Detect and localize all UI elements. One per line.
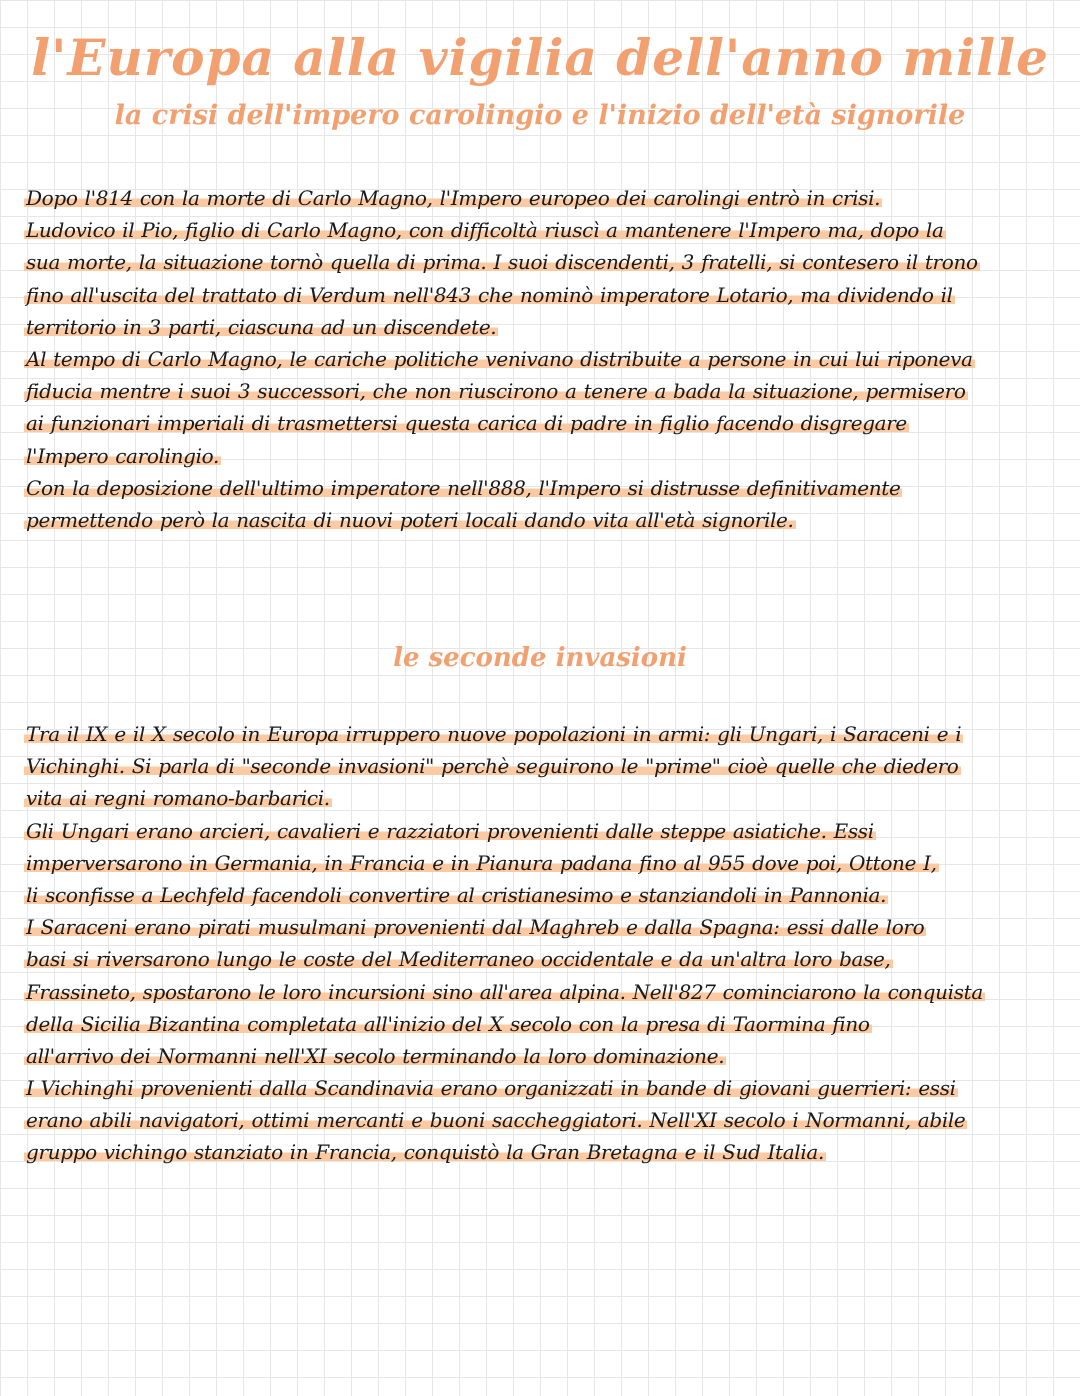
text-line [24,718,1054,750]
section-heading: le seconde invasioni [393,643,687,673]
highlighted-text: erano abili navigatori, ottimi mercanti e buoni saccheggiatori. Nell'XI secolo i Normanni, abile [26,1108,966,1133]
text-line [24,1040,1054,1072]
text-line [24,279,1054,311]
highlighted-text: della Sicilia Bizantina completata all'inizio del X secolo con la presa di Taormina fino [26,1011,870,1036]
highlighted-text: li sconfisse a Lechfeld facendoli convertire al cristianesimo e stanziandoli in Pannonia. [26,882,887,907]
text-line [24,1104,1054,1136]
page-subtitle: la crisi dell'impero carolingio e l'inizio dell'età signorile [114,100,966,131]
text-line [24,879,1054,911]
highlighted-text: Ludovico il Pio, figlio di Carlo Magno, con difficoltà riuscì a mantenere l'Impero ma, dopo la [26,218,944,243]
highlighted-text: Con la deposizione dell'ultimo imperatore nell'888, l'Impero si distrusse definitivamente [26,475,901,500]
highlighted-text: fiducia mentre i suoi 3 successori, che non riuscirono a tenere a bada la situazione, permisero [26,379,966,404]
section-second-invasions [24,718,1054,1169]
highlighted-text: permettendo però la nascita di nuovi poteri locali dando vita all'età signorile. [26,507,794,532]
text-line [24,847,1054,879]
page-title: l'Europa alla vigilia dell'anno mille [31,28,1049,87]
text-line [24,782,1054,814]
text-line [24,911,1054,943]
text-line [24,472,1054,504]
text-line [24,1072,1054,1104]
highlighted-text: imperversarono in Germania, in Francia e in Pianura padana fino al 955 dove poi, Ottone I, [26,850,937,875]
text-line [24,1008,1054,1040]
highlighted-text: sua morte, la situazione tornò quella di prima. I suoi discendenti, 3 fratelli, si contesero il trono [26,250,978,275]
highlighted-text: basi si riversarono lungo le coste del Mediterraneo occidentale e da un'altra loro base, [26,947,891,972]
highlighted-text: Frassineto, spostarono le loro incursioni sino all'area alpina. Nell'827 cominciarono la conquista [26,979,983,1004]
highlighted-text: l'Impero carolingio. [26,443,220,468]
text-line [24,311,1054,343]
text-line [24,375,1054,407]
text-line [24,440,1054,472]
highlighted-text: gruppo vichingo stanziato in Francia, conquistò la Gran Bretagna e il Sud Italia. [26,1140,824,1165]
text-line [24,182,1054,214]
text-line [24,246,1054,278]
highlighted-text: I Vichinghi provenienti dalla Scandinavia erano organizzati in bande di giovani guerrieri: essi [26,1076,956,1101]
text-line [24,504,1054,536]
highlighted-text: I Saraceni erano pirati musulmani provenienti dal Maghreb e dalla Spagna: essi dalle loro [26,915,925,940]
highlighted-text: Vichinghi. Si parla di "seconde invasioni" perchè seguirono le "prime" cioè quelle che diedero [26,754,959,779]
highlighted-text: Tra il IX e il X secolo in Europa irruppero nuove popolazioni in armi: gli Ungari, i Saraceni e i [26,722,962,746]
text-line [24,343,1054,375]
highlighted-text: fino all'uscita del trattato di Verdum nell'843 che nominò imperatore Lotario, ma dividendo il [26,282,953,307]
text-line [24,815,1054,847]
text-line [24,407,1054,439]
text-line [24,1136,1054,1168]
highlighted-text: territorio in 3 parti, ciascuna ad un discendete. [26,314,497,339]
highlighted-text: Dopo l'814 con la morte di Carlo Magno, l'Impero europeo dei carolingi entrò in crisi. [26,186,881,210]
text-line [24,976,1054,1008]
text-line [24,214,1054,246]
text-line [24,943,1054,975]
section-carolingian-crisis [24,182,1054,536]
highlighted-text: ai funzionari imperiali di trasmettersi questa carica di padre in figlio facendo disgregare [26,411,907,436]
highlighted-text: Al tempo di Carlo Magno, le cariche politiche venivano distribuite a persone in cui lui riponeva [26,346,973,371]
highlighted-text: Gli Ungari erano arcieri, cavalieri e razziatori provenienti dalle steppe asiatiche. Essi [26,818,874,843]
highlighted-text: vita ai regni romano-barbarici. [26,786,330,811]
highlighted-text: all'arrivo dei Normanni nell'XI secolo terminando la loro dominazione. [26,1043,725,1068]
text-line [24,750,1054,782]
